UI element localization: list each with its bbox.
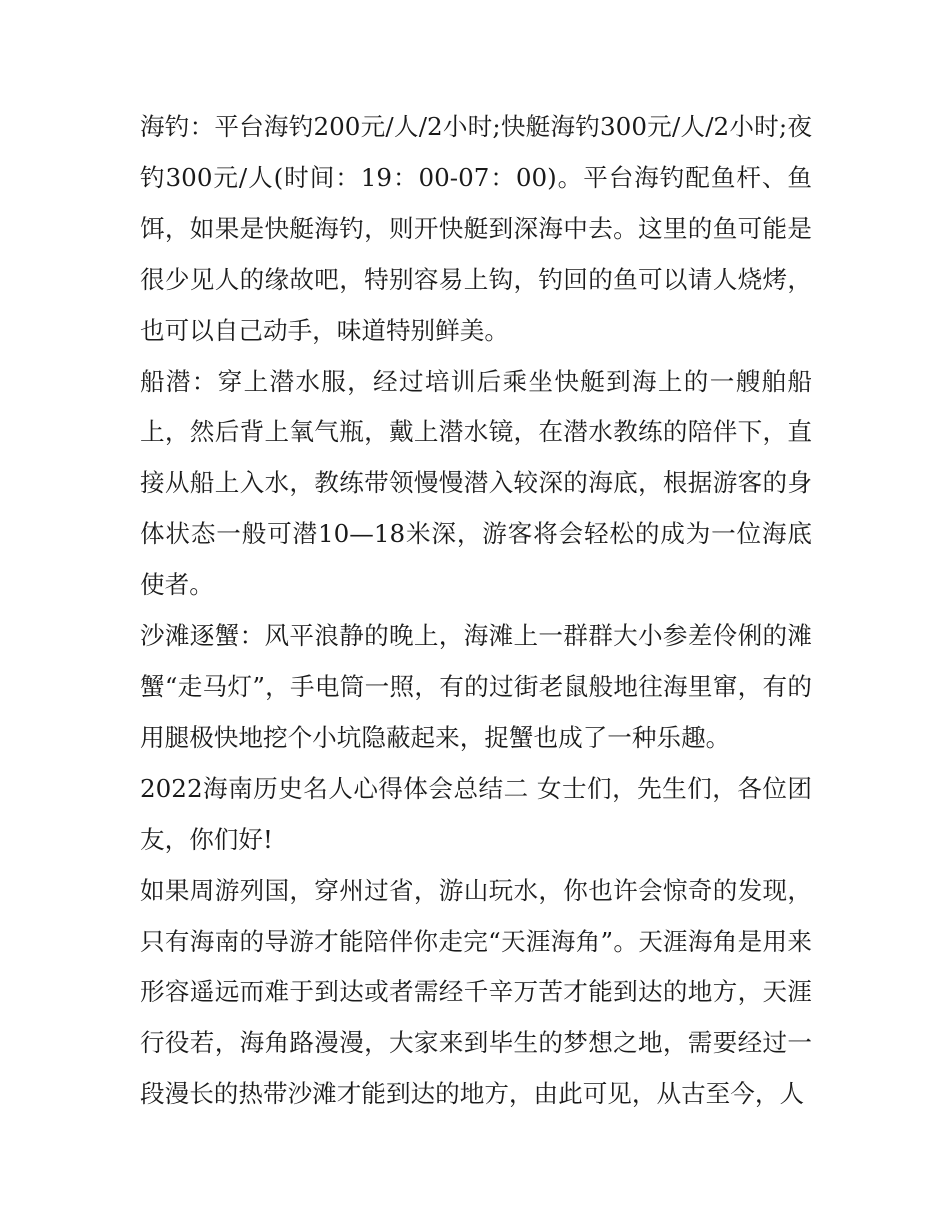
paragraph-section-heading: 2022海南历史名人心得体会总结二 女士们，先生们，各位团友，你们好! <box>140 773 812 854</box>
paragraph-sea-fishing: 海钓：平台海钓200元/人/2小时;快艇海钓300元/人/2小时;夜钓300元/人(时间：19：00-07：00)。平台海钓配鱼杆、鱼饵，如果是快艇海钓，则开快艇到深海中去。这里的鱼可能是很少见人的缘故吧，特别容易上钩，钓回的鱼可以请人烧烤，也可以自己动手，味道特别鲜美。 <box>140 112 812 345</box>
paragraph-tianya-haijiao: 如果周游列国，穿州过省，游山玩水，你也许会惊奇的发现，只有海南的导游才能陪伴你走完“天涯海角”。天涯海角是用来形容遥远而难于到达或者需经千辛万苦才能到达的地方，天涯行役若，海角路漫漫，大家来到毕生的梦想之地，需要经过一段漫长的热带沙滩才能到达的地方，由此可见，从古至今，人 <box>140 875 812 1109</box>
paragraph-beach-crab-catching: 沙滩逐蟹：风平浪静的晚上，海滩上一群群大小参差伶俐的滩蟹“走马灯”，手电筒一照，有的过街老鼠般地往海里窜，有的用腿极快地挖个小坑隐蔽起来，捉蟹也成了一种乐趣。 <box>140 621 812 752</box>
document-body <box>140 102 812 1120</box>
paragraph-boat-diving: 船潜：穿上潜水服，经过培训后乘坐快艇到海上的一艘舶船上，然后背上氧气瓶，戴上潜水镜，在潜水教练的陪伴下，直接从船上入水，教练带领慢慢潜入较深的海底，根据游客的身体状态一般可潜10—18米深，游客将会轻松的成为一位海底使者。 <box>140 366 812 600</box>
